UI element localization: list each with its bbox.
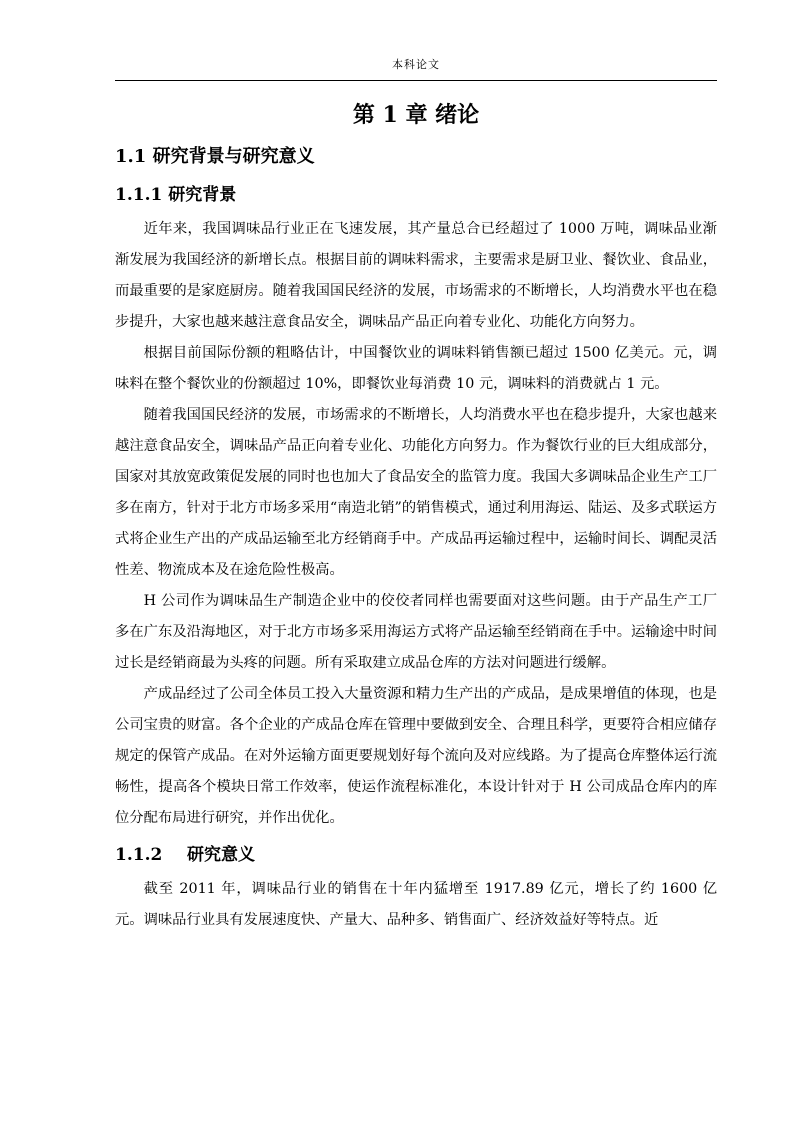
subsection-label: 研究意义 [187, 845, 255, 865]
subsection-number: 1.1.2 [115, 845, 163, 865]
page-body [115, 98, 717, 936]
paragraph: 根据目前国际份额的粗略估计，中国餐饮业的调味料销售额已超过 1500 亿美元。元，调味料在整个餐饮业的份额超过 10%，即餐饮业每消费 10 元，调味料的消费就占 1 元。 [115, 345, 717, 392]
chapter-title: 第 1 章 绪论 [352, 102, 480, 128]
section-title: 1.1 研究背景与研究意义 [115, 146, 315, 167]
paragraph: 截至 2011 年，调味品行业的销售在十年内猛增至 1917.89 亿元，增长了约 1600 亿元。调味品行业具有发展速度快、产量大、品种多、销售面广、经济效益好等特点。近 [115, 881, 717, 928]
paragraph: H 公司作为调味品生产制造企业中的佼佼者同样也需要面对这些问题。由于产品生产工厂多在广东及沿海地区，对于北方市场多采用海运方式将产品运输至经销商在手中。运输途中时间过长是经销商最为头疼的问题。所有采取建立成品仓库的方法对问题进行缓解。 [115, 593, 717, 671]
paragraph: 产成品经过了公司全体员工投入大量资源和精力生产出的产成品，是成果增值的体现，也是公司宝贵的财富。各个企业的产成品仓库在管理中要做到安全、合理且科学，更要符合相应储存规定的保管产成品。在对外运输方面更要规划好每个流向及对应线路。为了提高仓库整体运行流畅性，提高各个模块日常工作效率，使运作流程标准化，本设计针对于 H 公司成品仓库内的库位分配布局进行研究，并作出优化。 [115, 686, 717, 826]
paragraph: 近年来，我国调味品行业正在飞速发展，其产量总合已经超过了 1000 万吨，调味品业渐渐发展为我国经济的新增长点。根据目前的调味料需求，主要需求是厨卫业、餐饮业、食品业，而最重要的是家庭厨房。随着我国国民经济的发展，市场需求的不断增长，人均消费水平也在稳步提升，大家也越来越注意食品安全，调味品产品正向着专业化、功能化方向努力。 [115, 221, 717, 330]
paragraph: 随着我国国民经济的发展，市场需求的不断增长，人均消费水平也在稳步提升，大家也越来越注意食品安全，调味品产品正向着专业化、功能化方向努力。作为餐饮行业的巨大组成部分，国家对其放宽政策促发展的同时也也加大了食品安全的监管力度。我国大多调味品企业生产工厂多在南方，针对于北方市场多采用“南造北销”的销售模式，通过利用海运、陆运、及多式联运方式将企业生产出的产成品运输至北方经销商手中。产成品再运输过程中，运输时间长、调配灵活性差、物流成本及在途危险性极高。 [115, 407, 717, 578]
header-rule [115, 80, 717, 81]
running-header: 本科论文 [392, 58, 440, 71]
subsection-title-background: 1.1.1 研究背景 [115, 185, 237, 205]
subsection-title-significance [115, 840, 717, 870]
